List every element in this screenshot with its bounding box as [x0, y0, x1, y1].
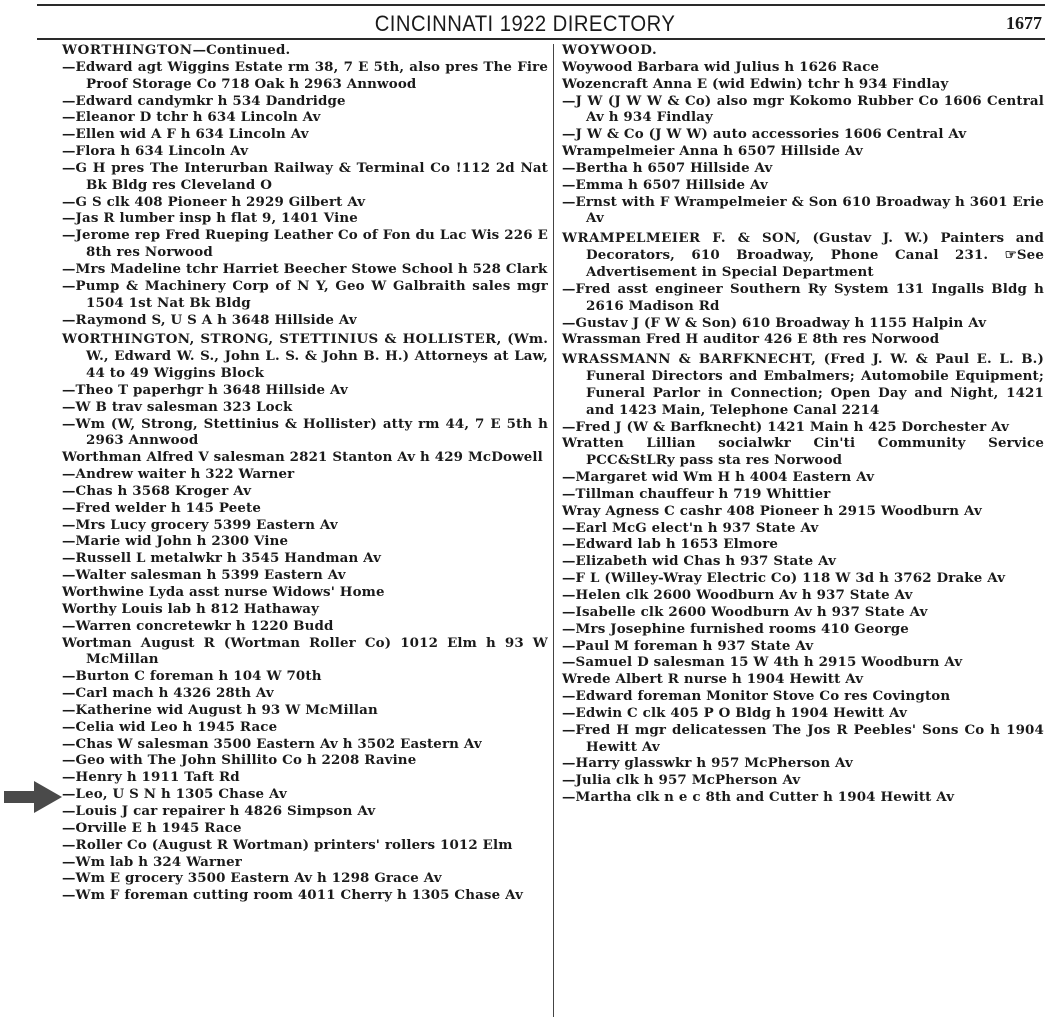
- directory-entry: —Jas R lumber insp h flat 9, 1401 Vine: [62, 210, 358, 227]
- directory-entry: —Burton C foreman h 104 W 70th: [62, 668, 322, 685]
- directory-entry: Worthman Alfred V salesman 2821 Stanton Av h 429 McDowell: [62, 449, 543, 466]
- directory-entry: —Katherine wid August h 93 W McMillan: [62, 701, 378, 718]
- directory-entry: —Fred J (W & Barfknecht) 1421 Main h 425 Dorchester Av: [562, 418, 1010, 435]
- directory-entry: —F L (Willey-Wray Electric Co) 118 W 3d h 3762 Drake Av: [562, 570, 1006, 587]
- firm-name: WORTHINGTON, STRONG, STETTINIUS & HOLLISTER,: [62, 331, 502, 348]
- directory-entry: —Jerome rep Fred Rueping Leather Co of Fon du Lac Wis 226 E 8th res Norwood: [62, 227, 548, 261]
- page-number: 1677: [1006, 13, 1042, 33]
- directory-entry: Wrampelmeier Anna h 6507 Hillside Av: [562, 143, 863, 160]
- directory-entry: —Leo, U S N h 1305 Chase Av: [62, 786, 287, 803]
- directory-entry: —Ellen wid A F h 634 Lincoln Av: [62, 126, 309, 143]
- directory-entry: Wortman August R (Wortman Roller Co) 1012 Elm h 93 W McMillan: [62, 634, 548, 668]
- directory-entry: —Andrew waiter h 322 Warner: [62, 466, 295, 483]
- directory-entry: —J W (J W W & Co) also mgr Kokomo Rubber Co 1606 Central Av h 934 Findlay: [562, 92, 1044, 126]
- directory-entry: —Mrs Josephine furnished rooms 410 George: [562, 620, 909, 637]
- directory-entry: —Gustav J (F W & Son) 610 Broadway h 1155 Halpin Av: [562, 314, 987, 331]
- section-heading: [562, 42, 1044, 59]
- directory-entry: —Harry glasswkr h 957 McPherson Av: [562, 755, 853, 772]
- firm-entry: [62, 331, 548, 382]
- right-column: [562, 42, 1044, 806]
- directory-entry: —Edward foreman Monitor Stove Co res Covington: [562, 688, 951, 705]
- directory-entry: —Fred welder h 145 Peete: [62, 499, 262, 516]
- firm-text: (Wm. W., Edward W. S., John L. S. & John B. H.) Attorneys at Law, 44 to 49 Wiggins Block: [86, 331, 549, 382]
- directory-entry: —Edwin C clk 405 P O Bldg h 1904 Hewitt Av: [562, 704, 908, 721]
- directory-entry: —Wm lab h 324 Warner: [62, 853, 242, 870]
- directory-entry: —Celia wid Leo h 1945 Race: [62, 718, 278, 735]
- directory-entry: Wratten Lillian socialwkr Cin'ti Community Service PCC&StLRy pass sta res Norwood: [562, 435, 1044, 469]
- directory-entry: —Emma h 6507 Hillside Av: [562, 176, 768, 193]
- firm-name: WRASSMANN & BARFKNECHT,: [562, 351, 817, 368]
- entry-list: [562, 281, 1044, 348]
- firm-entry: [562, 230, 1044, 281]
- directory-entry: —Raymond S, U S A h 3648 Hillside Av: [62, 311, 357, 328]
- directory-entry: —Mrs Lucy grocery 5399 Eastern Av: [62, 516, 338, 533]
- directory-entry: —Fred asst engineer Southern Ry System 131 Ingalls Bldg h 2616 Madison Rd: [562, 280, 1044, 314]
- entry-list: [562, 419, 1044, 806]
- directory-entry: —Edward candymkr h 534 Dandridge: [62, 92, 346, 109]
- column-divider: [553, 44, 554, 1017]
- directory-entry: —G H pres The Interurban Railway & Terminal Co !112 2d Nat Bk Bldg res Cleveland O: [62, 159, 548, 193]
- directory-entry: Wrede Albert R nurse h 1904 Hewitt Av: [562, 671, 864, 688]
- directory-entry: —Earl McG elect'n h 937 State Av: [562, 519, 819, 536]
- directory-entry: —Geo with The John Shillito Co h 2208 Ravine: [62, 752, 417, 769]
- header-top-rule: [37, 4, 1045, 6]
- directory-entry: —Theo T paperhgr h 3648 Hillside Av: [62, 381, 348, 398]
- directory-entry: —Henry h 1911 Taft Rd: [62, 769, 240, 786]
- directory-entry: —Isabelle clk 2600 Woodburn Av h 937 State Av: [562, 603, 928, 620]
- directory-entry: Worthwine Lyda asst nurse Widows' Home: [62, 584, 385, 600]
- firm-text: (Gustav J. W.) Painters and Decorators, 610 Broadway, Phone Canal 231. ☞See Advertisement in Special Department: [586, 230, 1045, 280]
- entry-list: [62, 382, 548, 904]
- directory-entry: —Eleanor D tchr h 634 Lincoln Av: [62, 109, 321, 126]
- firm-text: (Fred J. W. & Paul E. L. B.) Funeral Directors and Embalmers; Automobile Equipment; Funeral Parlor in Connection; Open Day and Night, 1421 and 1423 Main, Telephone Canal 2214: [586, 351, 1044, 418]
- directory-entry: —Bertha h 6507 Hillside Av: [562, 159, 773, 176]
- directory-entry: —G S clk 408 Pioneer h 2929 Gilbert Av: [62, 193, 366, 210]
- directory-entry: —Paul M foreman h 937 State Av: [562, 637, 814, 654]
- directory-entry: —Fred H mgr delicatessen The Jos R Peebles' Sons Co h 1904 Hewitt Av: [562, 721, 1044, 755]
- directory-entry: Worthy Louis lab h 812 Hathaway: [62, 600, 320, 617]
- directory-entry: —Marie wid John h 2300 Vine: [62, 533, 289, 550]
- directory-entry: —Flora h 634 Lincoln Av: [62, 143, 249, 160]
- directory-entry: —Russell L metalwkr h 3545 Handman Av: [62, 550, 382, 567]
- directory-entry: —Wm E grocery 3500 Eastern Av h 1298 Grace Av: [62, 870, 442, 887]
- page-title: CINCINNATI 1922 DIRECTORY: [374, 11, 676, 36]
- header-bottom-rule: [37, 38, 1045, 40]
- directory-entry: —Pump & Machinery Corp of N Y, Geo W Galbraith sales mgr 1504 1st Nat Bk Bldg: [62, 277, 548, 311]
- directory-entry: —Wm F foreman cutting room 4011 Cherry h 1305 Chase Av: [62, 887, 524, 904]
- directory-entry: —Margaret wid Wm H h 4004 Eastern Av: [562, 469, 875, 486]
- entry-list: [562, 59, 1044, 227]
- directory-entry: —Edward lab h 1653 Elmore: [562, 536, 779, 553]
- directory-entry: —Louis J car repairer h 4826 Simpson Av: [62, 802, 376, 819]
- heading-name: WOYWOOD.: [562, 42, 658, 58]
- directory-entry: Wozencraft Anna E (wid Edwin) tchr h 934 Findlay: [562, 75, 949, 92]
- directory-entry: Woywood Barbara wid Julius h 1626 Race: [562, 58, 880, 75]
- directory-entry: —Samuel D salesman 15 W 4th h 2915 Woodburn Av: [562, 654, 963, 671]
- heading-name: WORTHINGTON: [62, 42, 193, 58]
- heading-suffix: —Continued.: [192, 42, 291, 58]
- directory-entry: —Julia clk h 957 McPherson Av: [562, 772, 801, 789]
- directory-entry: —Carl mach h 4326 28th Av: [62, 685, 274, 702]
- directory-entry: —Roller Co (August R Wortman) printers' rollers 1012 Elm: [62, 836, 513, 853]
- arrow-right-icon: [4, 781, 64, 813]
- directory-entry: —Helen clk 2600 Woodburn Av h 937 State Av: [562, 587, 913, 603]
- directory-entry: —J W & Co (J W W) auto accessories 1606 Central Av: [562, 126, 967, 143]
- directory-entry: —Edward agt Wiggins Estate rm 38, 7 E 5th, also pres The Fire Proof Storage Co 718 Oak h 2963 Annwood: [62, 58, 548, 92]
- directory-entry: —Martha clk n e c 8th and Cutter h 1904 Hewitt Av: [562, 789, 955, 806]
- directory-entry: —Walter salesman h 5399 Eastern Av: [62, 567, 346, 584]
- section-heading: [62, 42, 548, 59]
- directory-entry: —Elizabeth wid Chas h 937 State Av: [562, 553, 837, 570]
- directory-entry: —Warren concretewkr h 1220 Budd: [62, 617, 334, 634]
- left-column: [62, 42, 548, 904]
- directory-entry: Wray Agness C cashr 408 Pioneer h 2915 Woodburn Av: [562, 502, 982, 519]
- firm-entry: [562, 351, 1044, 418]
- directory-entry: —Orville E h 1945 Race: [62, 819, 242, 836]
- entry-list: [62, 59, 548, 329]
- directory-entry: —Tillman chauffeur h 719 Whittier: [562, 485, 831, 502]
- directory-entry: —Chas W salesman 3500 Eastern Av h 3502 Eastern Av: [62, 735, 482, 752]
- directory-entry: Wrassman Fred H auditor 426 E 8th res Norwood: [562, 331, 940, 348]
- firm-name: WRAMPELMEIER F. & SON,: [562, 230, 801, 247]
- directory-entry: —Ernst with F Wrampelmeier & Son 610 Broadway h 3601 Erie Av: [562, 193, 1044, 227]
- directory-entry: —Mrs Madeline tchr Harriet Beecher Stowe School h 528 Clark: [62, 260, 548, 277]
- directory-entry: —Chas h 3568 Kroger Av: [62, 482, 252, 499]
- directory-entry: —Wm (W, Strong, Stettinius & Hollister) atty rm 44, 7 E 5th h 2963 Annwood: [62, 415, 548, 449]
- directory-entry: —W B trav salesman 323 Lock: [62, 398, 293, 415]
